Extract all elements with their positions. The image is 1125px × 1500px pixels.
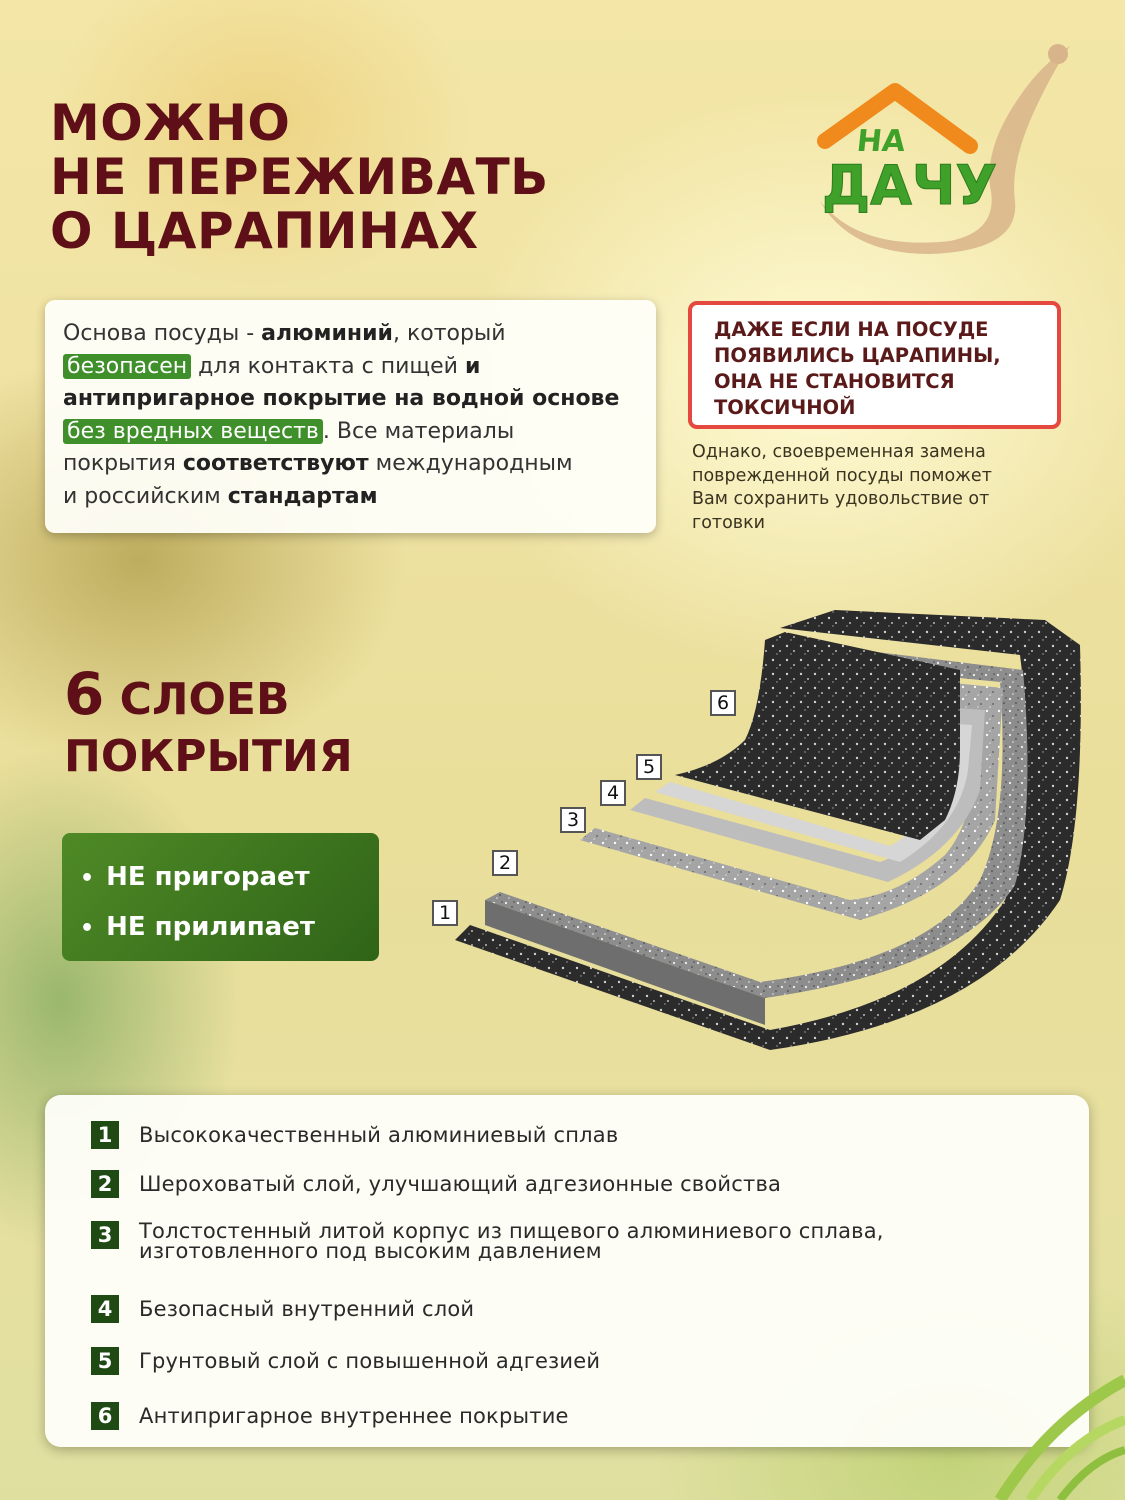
layer-tag-2: 2 — [492, 850, 518, 876]
layers-count: 6 — [64, 660, 105, 728]
warning-line: ДАЖЕ ЕСЛИ НА ПОСУДЕ — [714, 318, 989, 341]
legend-line: Грунтовый слой с повышенной адгезией — [139, 1349, 601, 1373]
layer-tag-4: 4 — [600, 780, 626, 806]
legend-number: 1 — [91, 1121, 119, 1149]
title-line-3: О ЦАРАПИНАХ — [50, 202, 479, 260]
layers-heading — [64, 660, 353, 785]
legend-item — [91, 1164, 781, 1198]
layers-word-2: ПОКРЫТИЯ — [64, 731, 353, 782]
info-highlight-safe: безопасен — [63, 354, 191, 379]
legend-text — [139, 1174, 781, 1194]
info-bold-comply: соответствуют — [182, 451, 369, 476]
warning-line: ПОЯВИЛИСЬ ЦАРАПИНЫ, — [714, 344, 1001, 367]
info-text: . Все материалы — [322, 418, 515, 444]
title-line-2: НЕ ПЕРЕЖИВАТЬ — [50, 148, 549, 206]
layer-tag-1: 1 — [432, 900, 458, 926]
layer-tag-5: 5 — [636, 754, 662, 780]
legend-item — [91, 1289, 474, 1323]
info-text: , который — [392, 321, 506, 346]
legend-number: 5 — [91, 1347, 119, 1375]
grass-decoration — [960, 1330, 1125, 1500]
legend-item — [91, 1115, 618, 1149]
legend-line: изготовленного под высоким давлением — [139, 1239, 602, 1263]
logo-top-text: НА — [855, 124, 908, 159]
info-bold-coating: антипригарное покрытие на водной основе — [63, 386, 620, 411]
layer-tag-6: 6 — [710, 690, 736, 716]
legend-item — [91, 1396, 569, 1430]
note-line: Однако, своевременная замена — [692, 442, 986, 462]
legend-line: Антипригарное внутреннее покрытие — [139, 1404, 569, 1428]
info-bold-and: и — [464, 353, 481, 379]
page-title — [50, 96, 549, 258]
info-bold-standards: стандартам — [227, 483, 378, 509]
logo-graphic — [800, 36, 1080, 256]
legend-text — [139, 1221, 884, 1261]
legend-item — [91, 1215, 884, 1261]
feature-text: НЕ пригорает — [106, 862, 310, 892]
layers-word: СЛОЕВ — [104, 674, 290, 725]
bullet-icon: • — [80, 916, 95, 941]
legend-text — [139, 1125, 618, 1145]
legend-number: 6 — [91, 1402, 119, 1430]
legend-line: Толстостенный литой корпус из пищевого алюминиевого сплава, — [139, 1219, 884, 1243]
legend-text — [139, 1351, 600, 1371]
warning-line: ОНА НЕ СТАНОВИТСЯ — [714, 370, 955, 393]
info-text: для контакта с пищей — [191, 353, 465, 379]
legend-text — [139, 1406, 569, 1426]
info-text: международным — [368, 451, 573, 476]
warning-box — [688, 301, 1061, 429]
bullet-icon: • — [80, 866, 95, 891]
warning-line: ТОКСИЧНОЙ — [714, 396, 856, 419]
brand-logo — [800, 36, 1080, 256]
info-text: Основа посуды - — [63, 321, 262, 346]
legend-number: 3 — [91, 1221, 119, 1249]
material-info-box — [45, 300, 656, 533]
legend-line: Безопасный внутренний слой — [139, 1297, 475, 1321]
info-text: покрытия — [63, 451, 183, 476]
warning-note — [692, 441, 1072, 535]
feature-item — [80, 903, 379, 953]
note-line: поврежденной посуды поможет — [692, 465, 992, 486]
layer-tag-3: 3 — [560, 807, 586, 833]
note-line: готовки — [692, 512, 766, 533]
title-line-1: МОЖНО — [50, 94, 291, 152]
feature-text: НЕ прилипает — [106, 912, 315, 942]
legend-line: Шероховатый слой, улучшающий адгезионные свойства — [139, 1172, 782, 1196]
info-text: и российским — [63, 483, 228, 509]
legend-item — [91, 1341, 600, 1375]
layer-diagram — [420, 600, 1120, 1070]
feature-badge — [62, 833, 379, 961]
logo-bottom-text: ДАЧУ — [822, 154, 998, 217]
pan-layers-illustration — [420, 600, 1120, 1070]
legend-line: Высококачественный алюминиевый сплав — [139, 1123, 619, 1147]
info-highlight-no-harm: без вредных веществ — [63, 419, 323, 444]
note-line: Вам сохранить удовольствие от — [692, 489, 990, 509]
legend-text — [139, 1299, 474, 1319]
info-bold-aluminium: алюминий — [261, 321, 393, 346]
layers-legend — [45, 1095, 1089, 1447]
feature-item — [80, 853, 379, 903]
legend-number: 4 — [91, 1295, 119, 1323]
legend-number: 2 — [91, 1170, 119, 1198]
